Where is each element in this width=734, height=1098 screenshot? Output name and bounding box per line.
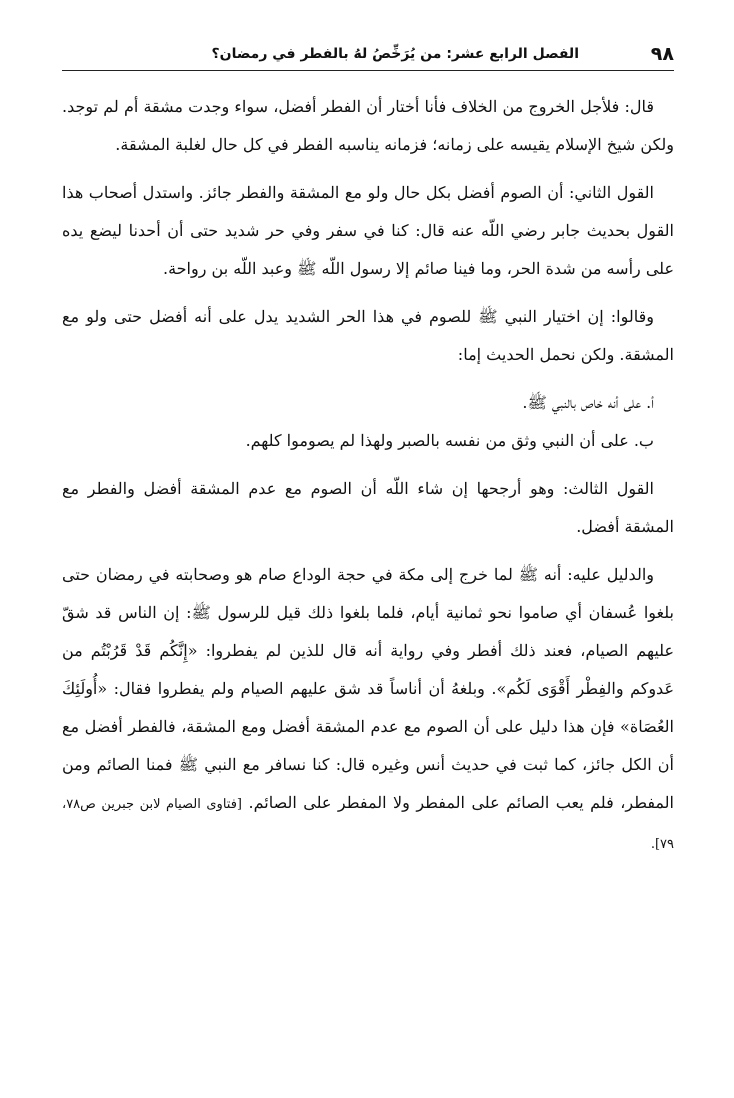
page-body bbox=[62, 88, 674, 874]
list-item: أ. على أنه خاص بالنبي ﷺ. bbox=[522, 393, 654, 412]
paragraph: القول الثاني: أن الصوم أفضل بكل حال ولو مع المشقة والفطر جائز. واستدل أصحاب هذا القول بحديث جابر رضي اللّه عنه قال: كنا في سفر وفي حر شديد حتى أن أحدنا ليضع يده على رأسه من شدة الحر، وما فينا صائم إلا رسول اللّه ﷺ وعبد اللّه بن رواحة. bbox=[62, 183, 674, 278]
page-header bbox=[62, 40, 674, 71]
paragraph-text: والدليل عليه: أنه ﷺ لما خرج إلى مكة في حجة الوداع صام هو وصحابته في رمضان حتى بلغوا عُسفان أي صاموا نحو ثمانية أيام، فلما بلغوا ذلك قيل للرسول ﷺ: إن الناس قد شقّ عليهم الصيام، فعند ذلك أفطر وفي رواية أنه قال للذين لم يفطروا: «إِنَّكُم قَدْ قَرُبْتُم من عَدوكم والفِطْر أَقْوَى لَكُم». وبلغهُ أن أناساً قد شق عليهم الصيام ولم يفطروا فقال: «أُولَئِكَ العُصَاة» فإن هذا دليل على أن الصوم مع عدم المشقة أفضل ومع المشقة، فالفطر أفضل مع أن الكل جائز، كما ثبت في حديث أنس وغيره قال: كنا نسافر مع النبي ﷺ فمنا الصائم ومن المفطر، فلم يعب الصائم على المفطر ولا المفطر على الصائم. bbox=[62, 565, 675, 812]
paragraph bbox=[62, 556, 674, 864]
running-title: الفصل الرابع عشر: من يُرَخِّصُ لهُ بالفطر في رمضان؟ bbox=[211, 46, 579, 62]
list-item: ب. على أن النبي وثق من نفسه بالصبر ولهذا لم يصوموا كلهم. bbox=[245, 431, 654, 450]
paragraph: وقالوا: إن اختيار النبي ﷺ للصوم في هذا الحر الشديد يدل على أنه أفضل حتى ولو مع المشقة. ولكن نحمل الحديث إما: bbox=[62, 307, 674, 364]
source-reference: [فتاوى الصيام لابن جبرين ص٧٨، ٧٩]. bbox=[62, 797, 674, 852]
paragraph: قال: فلأجل الخروج من الخلاف فأنا أختار أن الفطر أفضل، سواء وجدت مشقة أم لم توجد. ولكن شيخ الإسلام يقيسه على زمانه؛ فزمانه يناسبه الفطر في كل حال لغلبة المشقة. bbox=[62, 97, 674, 154]
paragraph: القول الثالث: وهو أرجحها إن شاء اللّه أن الصوم مع عدم المشقة أفضل والفطر مع المشقة أفضل. bbox=[62, 479, 674, 536]
page-number: ٩٨ bbox=[650, 43, 674, 65]
